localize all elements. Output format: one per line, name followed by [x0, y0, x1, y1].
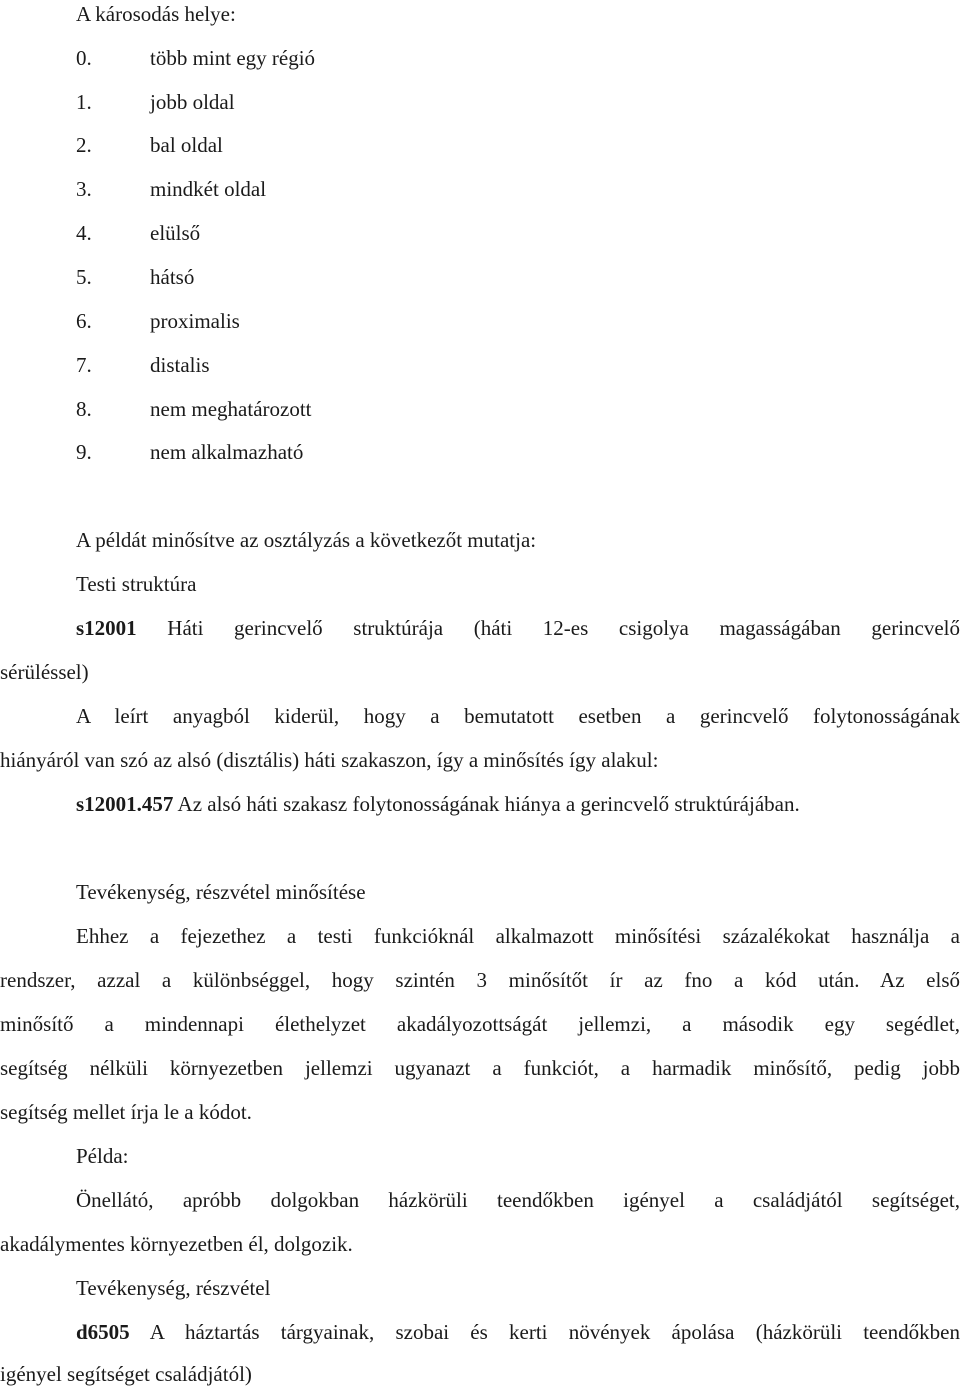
list-item-number: 9. [76, 440, 92, 464]
activity-heading: Tevékenység, részvétel [76, 1276, 271, 1300]
d6505-line [76, 1319, 960, 1345]
list-item-number: 7. [76, 353, 92, 377]
activity-qualification-heading: Tevékenység, részvétel minősítése [76, 880, 366, 904]
activity-paragraph-line-1: Ehhez a fejezethez a testi funkcióknál alkalmazott minősítési százalékokat használja a [76, 924, 960, 948]
d6505-code: d6505 [76, 1320, 130, 1344]
description-line-2: hiányáról van szó az alsó (disztális) háti szakaszon, így a minősítés így alakul: [0, 748, 659, 772]
list-item-number: 4. [76, 221, 92, 245]
body-structure-heading: Testi struktúra [76, 572, 197, 596]
list-item-number: 0. [76, 46, 92, 70]
list-item-label: mindkét oldal [150, 177, 267, 201]
activity-paragraph-line-4: segítség nélküli környezetben jellemzi ugyanazt a funkciót, a harmadik minősítő, pedig jobb [0, 1056, 960, 1080]
s12001-text: Háti gerincvelő struktúrája (háti 12-es csigolya magasságában gerincvelő [167, 616, 960, 640]
s12001-457-text: Az alsó háti szakasz folytonosságának hiánya a gerincvelő struktúrájában. [177, 792, 800, 816]
d6505-continuation: igényel segítséget családjától) [0, 1362, 252, 1386]
list-item-label: jobb oldal [150, 90, 235, 114]
list-item-label: nem alkalmazható [150, 440, 304, 464]
d6505-text: A háztartás tárgyainak, szobai és kerti növények ápolása (házkörüli teendőkben [149, 1320, 960, 1344]
list-item-label: bal oldal [150, 133, 223, 157]
list-item-label: több mint egy régió [150, 46, 316, 70]
list-item-number: 1. [76, 90, 92, 114]
location-heading: A károsodás helye: [76, 2, 236, 26]
list-item-label: hátsó [150, 265, 195, 289]
list-item-label: distalis [150, 353, 210, 377]
s12001-line [76, 615, 960, 641]
activity-paragraph-line-5: segítség mellet írja le a kódot. [0, 1100, 252, 1124]
list-item-number: 5. [76, 265, 92, 289]
example-text-line-2: akadálymentes környezetben él, dolgozik. [0, 1232, 353, 1256]
list-item-label: proximalis [150, 309, 240, 333]
s12001-continuation: sérüléssel) [0, 660, 89, 684]
list-item-number: 6. [76, 309, 92, 333]
description-line-1: A leírt anyagból kiderül, hogy a bemutatott esetben a gerincvelő folytonosságának [76, 704, 960, 728]
activity-paragraph-line-3: minősítő a mindennapi élethelyzet akadályozottságát jellemzi, a második egy segédlet, [0, 1012, 960, 1036]
activity-paragraph-line-2: rendszer, azzal a különbséggel, hogy szintén 3 minősítőt ír az fno a kód után. Az első [0, 968, 960, 992]
example-label: Példa: [76, 1144, 129, 1168]
s12001-457-code: s12001.457 [76, 792, 174, 816]
example-text-line-1: Önellátó, apróbb dolgokban házkörüli teendőkben igényel a családjától segítséget, [76, 1188, 960, 1212]
s12001-457-line [76, 791, 960, 817]
s12001-code: s12001 [76, 616, 137, 640]
list-item-label: elülső [150, 221, 201, 245]
list-item-number: 8. [76, 397, 92, 421]
list-item-label: nem meghatározott [150, 397, 312, 421]
list-item-number: 2. [76, 133, 92, 157]
list-item-number: 3. [76, 177, 92, 201]
example-intro: A példát minősítve az osztályzás a következőt mutatja: [76, 528, 537, 552]
